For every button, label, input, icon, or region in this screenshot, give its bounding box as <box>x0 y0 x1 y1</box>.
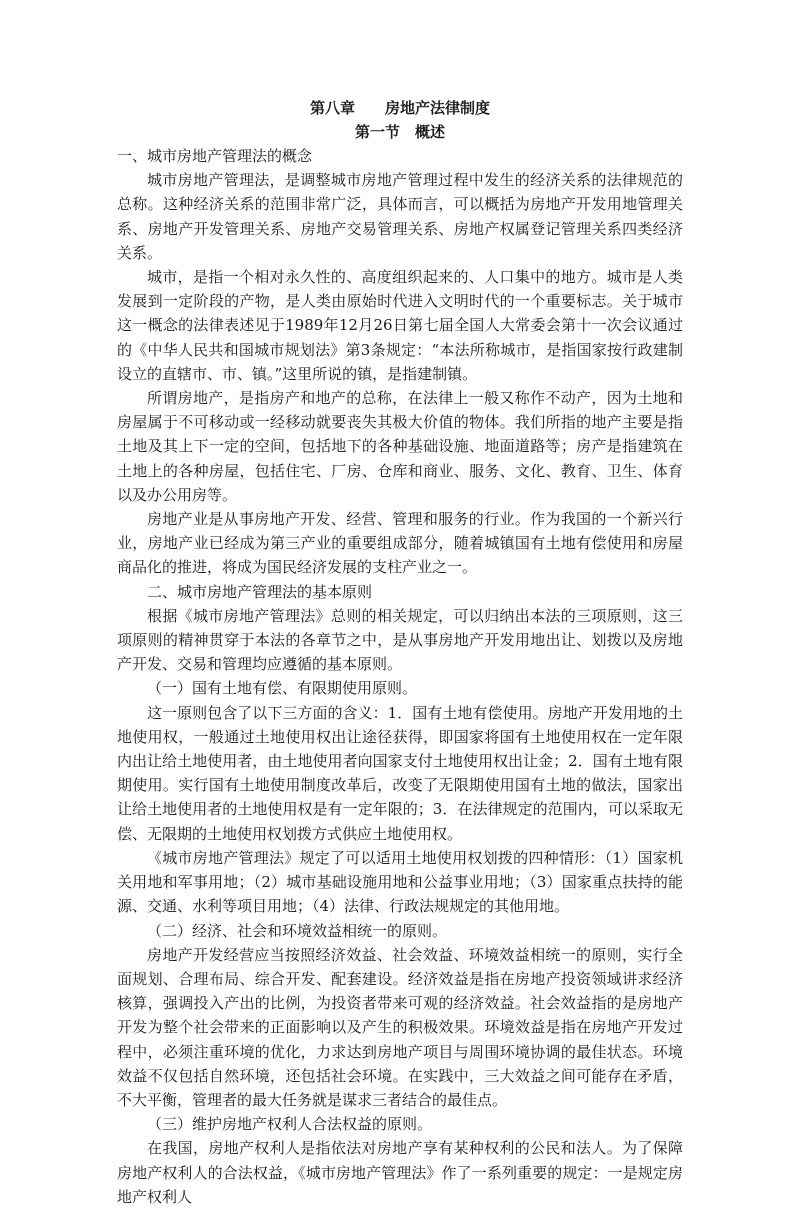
subheading: 一、城市房地产管理法的概念 <box>117 147 313 165</box>
paragraph: 这一原则包含了以下三方面的含义：1．国有土地有偿使用。房地产开发用地的土地使用权，一般通过土地使用权出让途径获得，即国家将国有土地使用权在一定年限内出让给土地使用者，由土地使用者向国家支付土地使用权出让金；2．国有土地有限期使用。实行国有土地使用制度改革后，改变了无限期使用国有土地的做法，国家出让给土地使用者的土地使用权是有一定年限的；3．在法律规定的范围内，可以采取无偿、无限期的土地使用权划拨方式供应土地使用权。 <box>117 703 683 843</box>
subheading: （三）维护房地产权利人合法权益的原则。 <box>147 1115 433 1134</box>
subheading: （二）经济、社会和环境效益相统一的原则。 <box>147 921 448 940</box>
paragraph: 《城市房地产管理法》规定了可以适用土地使用权划拨的四种情形：（1）国家机关用地和军事用地；（2）城市基础设施用地和公益事业用地；（3）国家重点扶持的能源、交通、水利等项目用地；（4）法律、行政法规规定的其他用地。 <box>117 848 683 916</box>
subheading: （一）国有土地有偿、有限期使用原则。 <box>147 679 418 698</box>
paragraph: 房地产业是从事房地产开发、经营、管理和服务的行业。作为我国的一个新兴行业，房地产业已经成为第三产业的重要组成部分，随着城镇国有土地有偿使用和房屋商品化的推进，将成为国民经济发展的支柱产业之一。 <box>117 510 683 577</box>
paragraph: 在我国，房地产权利人是指依法对房地产享有某种权利的公民和法人。为了保障房地产权利人的合法权益，《城市房地产管理法》作了一系列重要的规定：一是规定房地产权利人 <box>117 1139 683 1206</box>
paragraph: 根据《城市房地产管理法》总则的相关规定，可以归纳出本法的三项原则，这三项原则的精神贯穿于本法的各章节之中，是从事房地产开发用地出让、划拨以及房地产开发、交易和管理均应遵循的基本原则。 <box>117 606 683 674</box>
document-body <box>117 144 683 1209</box>
paragraph: 城市房地产管理法，是调整城市房地产管理过程中发生的经济关系的法律规范的总称。这种经济关系的范围非常广泛，具体而言，可以概括为房地产开发用地管理关系、房地产开发管理关系、房地产交易管理关系、房地产权属登记管理关系四类经济关系。 <box>117 171 683 262</box>
paragraph: 房地产开发经营应当按照经济效益、社会效益、环境效益相统一的原则，实行全面规划、合理布局、综合开发、配套建设。经济效益是指在房地产投资领域讲求经济核算，强调投入产出的比例，为投资者带来可观的经济效益。社会效益指的是房地产开发为整个社会带来的正面影响以及产生的积极效果。环境效益是指在房地产开发过程中，必须注重环境的优化，力求达到房地产项目与周围环境协调的最佳状态。环境效益不仅包括自然环境，还包括社会环境。在实践中，三大效益之间可能存在矛盾，不大平衡，管理者的最大任务就是谋求三者结合的最佳点。 <box>117 945 683 1109</box>
section-title: 第一节 概述 <box>354 123 445 141</box>
paragraph: 城市，是指一个相对永久性的、高度组织起来的、人口集中的地方。城市是人类发展到一定阶段的产物，是人类由原始时代进入文明时代的一个重要标志。关于城市这一概念的法律表述见于1989年12月26日第七届全国人大常委会第十一次会议通过的《中华人民共和国城市规划法》第3条规定：“本法所称城市，是指国家按行政建制设立的直辖市、市、镇。”这里所说的镇，是指建制镇。 <box>117 268 683 383</box>
chapter-title: 第八章 房地产法律制度 <box>309 99 490 117</box>
subheading: 二、城市房地产管理法的基本原则 <box>147 582 373 601</box>
paragraph: 所谓房地产，是指房产和地产的总称，在法律上一般又称作不动产，因为土地和房屋属于不可移动或一经移动就要丧失其极大价值的物体。我们所指的地产主要是指土地及其上下一定的空间，包括地下的各种基础设施、地面道路等；房产是指建筑在土地上的各种房屋，包括住宅、厂房、仓库和商业、服务、文化、教育、卫生、体育以及办公用房等。 <box>117 389 683 504</box>
document-page <box>117 94 683 1209</box>
